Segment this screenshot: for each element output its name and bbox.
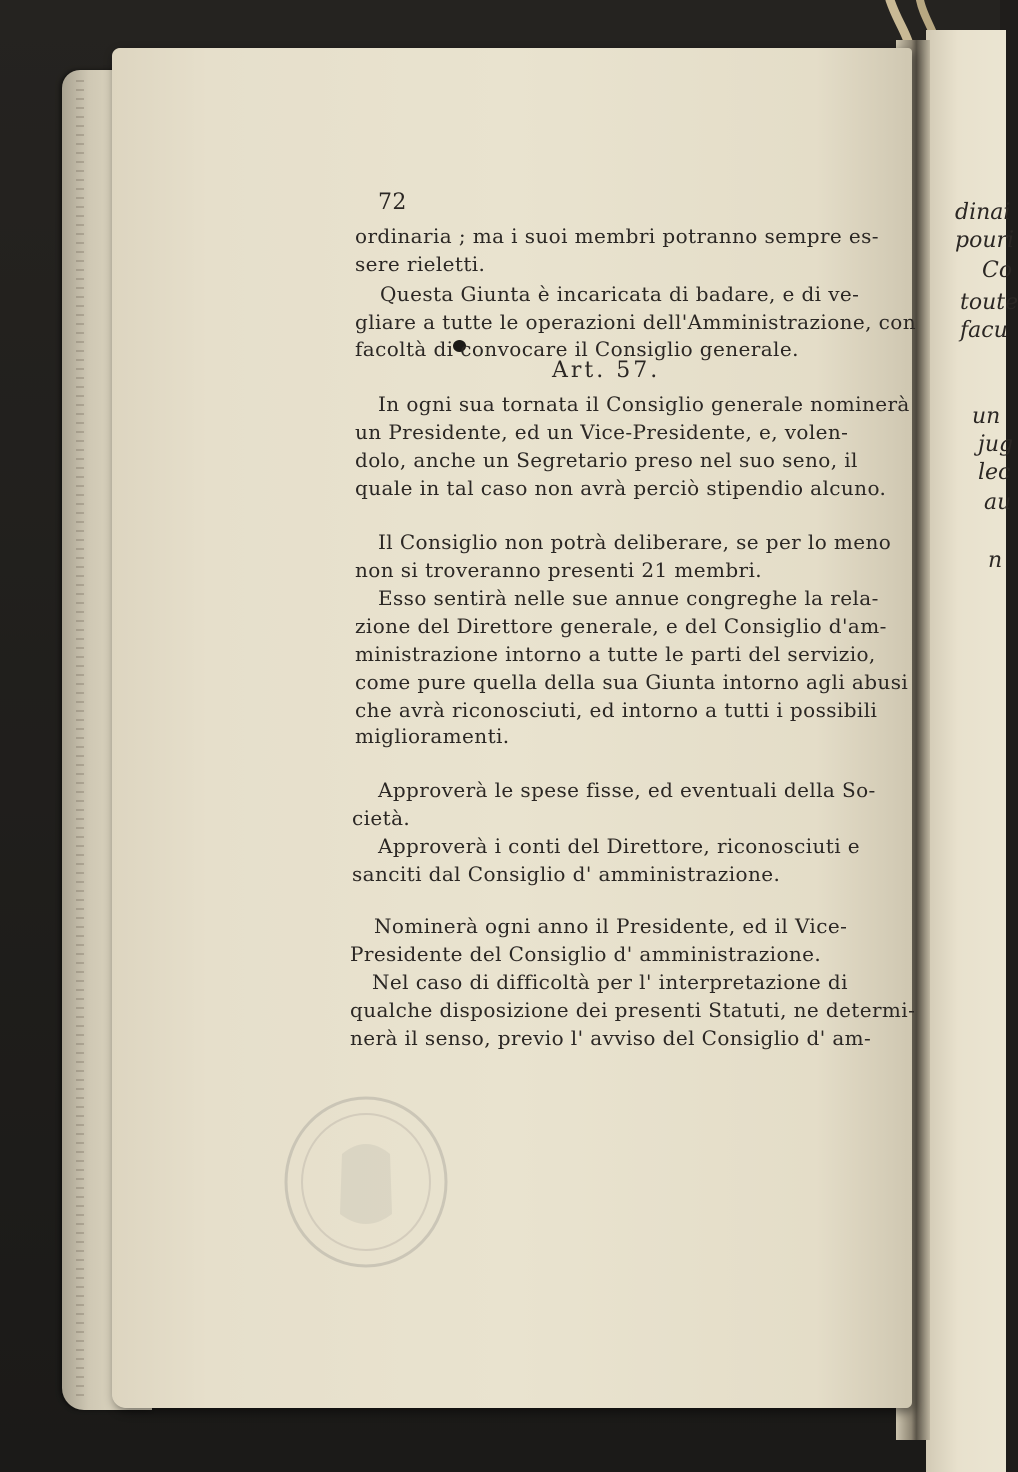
text-line: miglioramenti. (355, 724, 510, 748)
text-line: Esso sentirà nelle sue annue congreghe la rela- (378, 586, 879, 610)
text-line: cietà. (352, 806, 411, 830)
text-line: facoltà di convocare il Consiglio generale. (355, 337, 799, 361)
facing-page-fragment: lec (978, 460, 1011, 485)
text-line: non si troveranno presenti 21 membri. (355, 558, 763, 582)
library-stamp (282, 1094, 450, 1270)
text-line: In ogni sua tornata il Consiglio generale nominerà (378, 392, 910, 416)
text-line: come pure quella della sua Giunta intorno agli abusi (355, 670, 909, 694)
text-line: zione del Direttore generale, e del Consiglio d'am- (355, 614, 887, 638)
text-line: Questa Giunta è incaricata di badare, e di ve- (380, 282, 860, 306)
facing-page-fragment: un (972, 404, 1001, 429)
page-number: 72 (378, 190, 407, 215)
article-heading: Art. 57. (552, 358, 661, 383)
facing-page-fragment: Co (982, 258, 1013, 283)
text-line: ministrazione intorno a tutte le parti del servizio, (355, 642, 876, 666)
text-line: qualche disposizione dei presenti Statuti, ne determi- (350, 998, 916, 1022)
facing-page-fragment: n (988, 548, 1003, 573)
text-line: sere rieletti. (355, 252, 486, 276)
text-line-content: ordinaria ; ma i suoi membri potranno sempre es- (355, 224, 879, 248)
facing-page-fragment: jug (978, 432, 1014, 457)
text-line: Nominerà ogni anno il Presidente, ed il Vice- (374, 914, 848, 938)
facing-page-fragment: dinai (955, 200, 1011, 225)
facing-page-fragment: toute (960, 290, 1018, 315)
text-line: gliare a tutte le operazioni dell'Amministrazione, con (355, 310, 916, 334)
text-line: un Presidente, ed un Vice-Presidente, e, volen- (355, 420, 849, 444)
facing-page-fragment: pouri (955, 228, 1015, 253)
text-line: Approverà le spese fisse, ed eventuali della So- (378, 778, 876, 802)
facing-page-fragment: au (984, 490, 1012, 515)
text-line: Nel caso di difficoltà per l' interpretazione di (372, 970, 848, 994)
text-line: Presidente del Consiglio d' amministrazione. (350, 942, 822, 966)
text-line: Il Consiglio non potrà deliberare, se per lo meno (378, 530, 892, 554)
left-page (112, 48, 912, 1408)
text-line: che avrà riconosciuti, ed intorno a tutti i possibili (355, 698, 878, 722)
text-line: quale in tal caso non avrà perciò stipendio alcuno. (355, 476, 887, 500)
text-line (355, 222, 879, 250)
text-line: Approverà i conti del Direttore, riconosciuti e (378, 834, 861, 858)
facing-page-fragment: facu (960, 318, 1008, 343)
text-line: sanciti dal Consiglio d' amministrazione. (352, 862, 781, 886)
text-line: dolo, anche un Segretario preso nel suo seno, il (355, 448, 858, 472)
text-line: nerà il senso, previo l' avviso del Consiglio d' am- (350, 1026, 872, 1050)
